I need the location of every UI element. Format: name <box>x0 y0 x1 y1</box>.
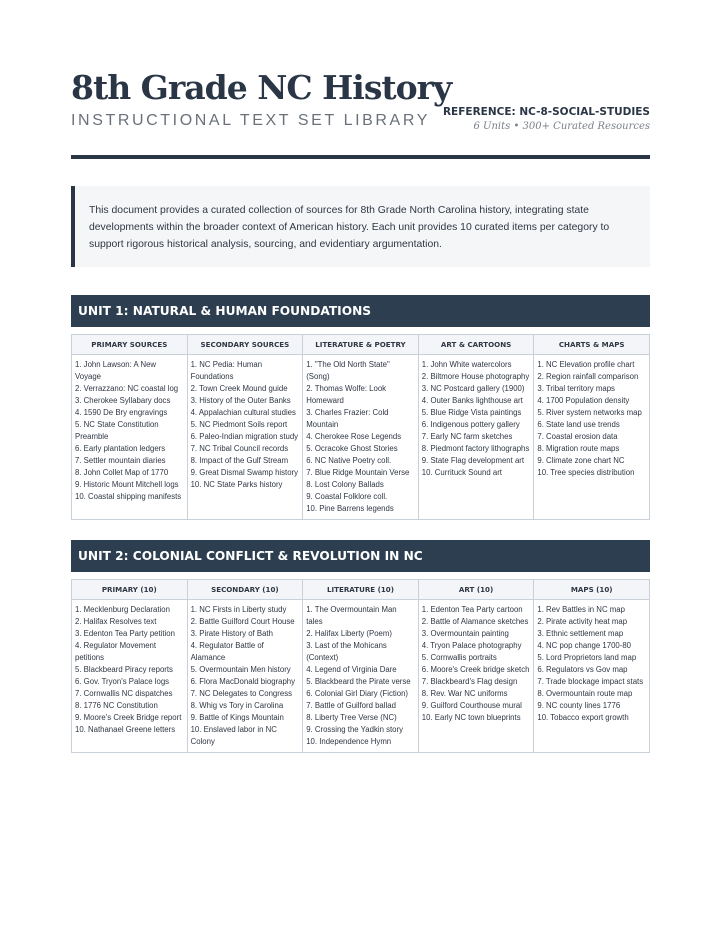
resource-item: 4. Cherokee Rose Legends <box>306 432 402 441</box>
resource-item: 6. Colonial Girl Diary (Fiction) <box>306 689 409 698</box>
resource-item: 6. Early plantation ledgers <box>75 444 166 453</box>
resource-item: 5. Blackbeard the Pirate verse <box>306 677 411 686</box>
resource-item: 4. 1700 Population density <box>537 396 630 405</box>
resource-item: 4. NC pop change 1700-80 <box>537 641 632 650</box>
resource-item: 3. Cherokee Syllabary docs <box>75 396 171 405</box>
resource-item: 7. Blue Ridge Mountain Verse <box>306 468 410 477</box>
resource-item: 6. Regulators vs Gov map <box>537 665 628 674</box>
column-header: LITERATURE & POETRY <box>303 335 418 355</box>
resource-list <box>72 600 187 740</box>
resource-item: 1. John White watercolors <box>421 360 512 369</box>
resource-item: 9. Battle of Kings Mountain <box>190 713 284 722</box>
resource-column <box>72 335 188 519</box>
column-header: MAPS (10) <box>534 580 649 600</box>
resource-item: 3. Charles Frazier: Cold Mountain <box>306 408 389 429</box>
resource-item: 8. Lost Colony Ballads <box>306 480 384 489</box>
resource-column <box>419 335 535 519</box>
resource-item: 8. Whig vs Tory in Carolina <box>190 701 284 710</box>
resource-item: 8. Impact of the Gulf Stream <box>190 456 289 465</box>
resource-list <box>72 355 187 507</box>
document-header <box>71 68 650 160</box>
resource-item: 9. State Flag development art <box>421 456 525 465</box>
resource-list <box>188 355 303 495</box>
resource-item: 2. Halifax Liberty (Poem) <box>306 629 392 638</box>
resource-item: 4. Tryon Palace photography <box>421 641 522 650</box>
column-header: ART (10) <box>419 580 534 600</box>
reference-meta: 6 Units • 300+ Curated Resources <box>473 121 650 132</box>
column-header: SECONDARY (10) <box>188 580 303 600</box>
resource-item: 10. Pine Barrens legends <box>306 504 394 513</box>
resource-item: 10. Tree species distribution <box>537 468 635 477</box>
resource-item: 10. Coastal shipping manifests <box>75 492 182 501</box>
resource-item: 10. Nathanael Greene letters <box>75 725 176 734</box>
resource-item: 7. Trade blockage impact stats <box>537 677 644 686</box>
resource-item: 10. NC State Parks history <box>190 480 283 489</box>
document-title: 8th Grade NC History <box>71 68 452 107</box>
resource-item: 1. "The Old North State" (Song) <box>306 360 390 381</box>
resource-item: 10. Currituck Sound art <box>421 468 502 477</box>
resource-item: 8. Rev. War NC uniforms <box>421 689 508 698</box>
resource-item: 5. NC Piedmont Soils report <box>190 420 288 429</box>
resource-item: 2. Region rainfall comparison <box>537 372 639 381</box>
resource-item: 7. Coastal erosion data <box>537 432 618 441</box>
resource-column <box>534 335 649 519</box>
resource-item: 8. John Collet Map of 1770 <box>75 468 169 477</box>
resource-item: 9. Moore's Creek Bridge report <box>75 713 182 722</box>
resource-item: 2. Thomas Wolfe: Look Homeward <box>306 384 387 405</box>
resource-item: 1. Mecklenburg Declaration <box>75 605 170 614</box>
resource-item: 2. Verrazzano: NC coastal log <box>75 384 179 393</box>
resource-list <box>188 600 303 752</box>
resource-item: 7. NC Delegates to Congress <box>190 689 293 698</box>
resource-item: 1. John Lawson: A New Voyage <box>75 360 157 381</box>
unit-title: UNIT 1: NATURAL & HUMAN FOUNDATIONS <box>71 295 650 327</box>
resource-item: 9. Crossing the Yadkin story <box>306 725 403 734</box>
resource-item: 5. NC State Constitution Preamble <box>75 420 159 441</box>
reference-block <box>443 106 650 132</box>
resource-item: 10. Tobacco export growth <box>537 713 629 722</box>
header-divider <box>71 155 650 159</box>
resource-item: 3. Last of the Mohicans (Context) <box>306 641 387 662</box>
resource-list <box>419 355 534 483</box>
resource-item: 9. Coastal Folklore coll. <box>306 492 388 501</box>
resource-column <box>303 580 419 752</box>
resource-item: 9. Historic Mount Mitchell logs <box>75 480 179 489</box>
resource-item: 2. Pirate activity heat map <box>537 617 628 626</box>
resource-item: 6. NC Native Poetry coll. <box>306 456 392 465</box>
resource-column <box>72 580 188 752</box>
reference-code: REFERENCE: NC-8-SOCIAL-STUDIES <box>442 106 650 118</box>
column-header: PRIMARY (10) <box>72 580 187 600</box>
resource-item: 2. Biltmore House photography <box>421 372 530 381</box>
resource-item: 7. NC Tribal Council records <box>190 444 289 453</box>
resource-item: 6. Flora MacDonald biography <box>190 677 296 686</box>
unit-title: UNIT 2: COLONIAL CONFLICT & REVOLUTION IN NC <box>71 540 650 572</box>
resource-item: 2. Battle of Alamance sketches <box>421 617 529 626</box>
resource-table <box>71 334 650 520</box>
resource-item: 7. Cornwallis NC dispatches <box>75 689 173 698</box>
resource-item: 1. Edenton Tea Party cartoon <box>421 605 523 614</box>
column-header: LITERATURE (10) <box>303 580 418 600</box>
resource-item: 4. Legend of Virginia Dare <box>306 665 397 674</box>
resource-item: 2. Battle Guilford Court House <box>190 617 295 626</box>
column-header: CHARTS & MAPS <box>534 335 649 355</box>
column-header: PRIMARY SOURCES <box>72 335 187 355</box>
resource-item: 7. Early NC farm sketches <box>421 432 513 441</box>
resource-item: 3. History of the Outer Banks <box>190 396 291 405</box>
resource-item: 6. Moore's Creek bridge sketch <box>421 665 530 674</box>
column-header: SECONDARY SOURCES <box>188 335 303 355</box>
resource-item: 2. Town Creek Mound guide <box>190 384 288 393</box>
resource-item: 3. Tribal territory maps <box>537 384 615 393</box>
resource-item: 6. Paleo-Indian migration study <box>190 432 299 441</box>
column-header: ART & CARTOONS <box>419 335 534 355</box>
resource-item: 1. NC Pedia: Human Foundations <box>190 360 263 381</box>
resource-item: 3. NC Postcard gallery (1900) <box>421 384 525 393</box>
resource-item: 10. Enslaved labor in NC Colony <box>190 725 277 746</box>
resource-item: 4. 1590 De Bry engravings <box>75 408 168 417</box>
document-subtitle: INSTRUCTIONAL TEXT SET LIBRARY <box>71 112 430 129</box>
resource-list <box>534 355 649 483</box>
resource-item: 5. Blackbeard Piracy reports <box>75 665 173 674</box>
resource-item: 9. NC county lines 1776 <box>537 701 621 710</box>
resource-item: 6. Indigenous pottery gallery <box>421 420 520 429</box>
resource-item: 9. Great Dismal Swamp history <box>190 468 299 477</box>
resource-item: 3. Edenton Tea Party petition <box>75 629 175 638</box>
resource-item: 8. 1776 NC Constitution <box>75 701 158 710</box>
resource-item: 8. Overmountain route map <box>537 689 633 698</box>
resource-item: 8. Migration route maps <box>537 444 620 453</box>
resource-item: 1. NC Firsts in Liberty study <box>190 605 287 614</box>
resource-item: 10. Early NC town blueprints <box>421 713 521 722</box>
resource-item: 5. River system networks map <box>537 408 642 417</box>
resource-item: 6. Gov. Tryon's Palace logs <box>75 677 170 686</box>
resource-item: 9. Climate zone chart NC <box>537 456 625 465</box>
resource-item: 5. Blue Ridge Vista paintings <box>421 408 522 417</box>
resource-list <box>303 600 418 752</box>
resource-item: 9. Guilford Courthouse mural <box>421 701 522 710</box>
resource-item: 10. Independence Hymn <box>306 737 392 746</box>
resource-item: 1. The Overmountain Man tales <box>306 605 397 626</box>
resource-item: 7. Battle of Guilford ballad <box>306 701 396 710</box>
resource-item: 5. Lord Proprietors land map <box>537 653 637 662</box>
resource-column <box>534 580 649 752</box>
resource-item: 7. Blackbeard's Flag design <box>421 677 518 686</box>
resource-item: 3. Overmountain painting <box>421 629 509 638</box>
resource-column <box>188 335 304 519</box>
resource-item: 4. Regulator Movement petitions <box>75 641 157 662</box>
resource-item: 3. Pirate History of Bath <box>190 629 273 638</box>
resource-item: 8. Piedmont factory lithographs <box>421 444 530 453</box>
resource-list <box>534 600 649 728</box>
resource-list <box>419 600 534 728</box>
resource-list <box>303 355 418 519</box>
resource-item: 3. Ethnic settlement map <box>537 629 624 638</box>
intro-callout <box>71 186 650 267</box>
resource-item: 1. NC Elevation profile chart <box>537 360 635 369</box>
resource-item: 4. Regulator Battle of Alamance <box>190 641 264 662</box>
intro-text: This document provides a curated collection of sources for 8th Grade North Carolina history, integrating state developments within the broader context of American history. Each unit provides 10 curated items per category to support rigorous historical analysis, sourcing, and evidentiary argumentation. <box>89 205 610 250</box>
resource-item: 4. Outer Banks lighthouse art <box>421 396 523 405</box>
resource-column <box>188 580 304 752</box>
resource-item: 8. Liberty Tree Verse (NC) <box>306 713 397 722</box>
unit-section <box>71 540 650 753</box>
resource-item: 5. Overmountain Men history <box>190 665 291 674</box>
resource-item: 2. Halifax Resolves text <box>75 617 157 626</box>
resource-item: 5. Ocracoke Ghost Stories <box>306 444 398 453</box>
resource-column <box>303 335 419 519</box>
resource-table <box>71 579 650 753</box>
resource-item: 4. Appalachian cultural studies <box>190 408 296 417</box>
resource-item: 6. State land use trends <box>537 420 620 429</box>
resource-item: 5. Cornwallis portraits <box>421 653 497 662</box>
resource-column <box>419 580 535 752</box>
resource-item: 7. Settler mountain diaries <box>75 456 166 465</box>
unit-section <box>71 295 650 520</box>
resource-item: 1. Rev Battles in NC map <box>537 605 625 614</box>
